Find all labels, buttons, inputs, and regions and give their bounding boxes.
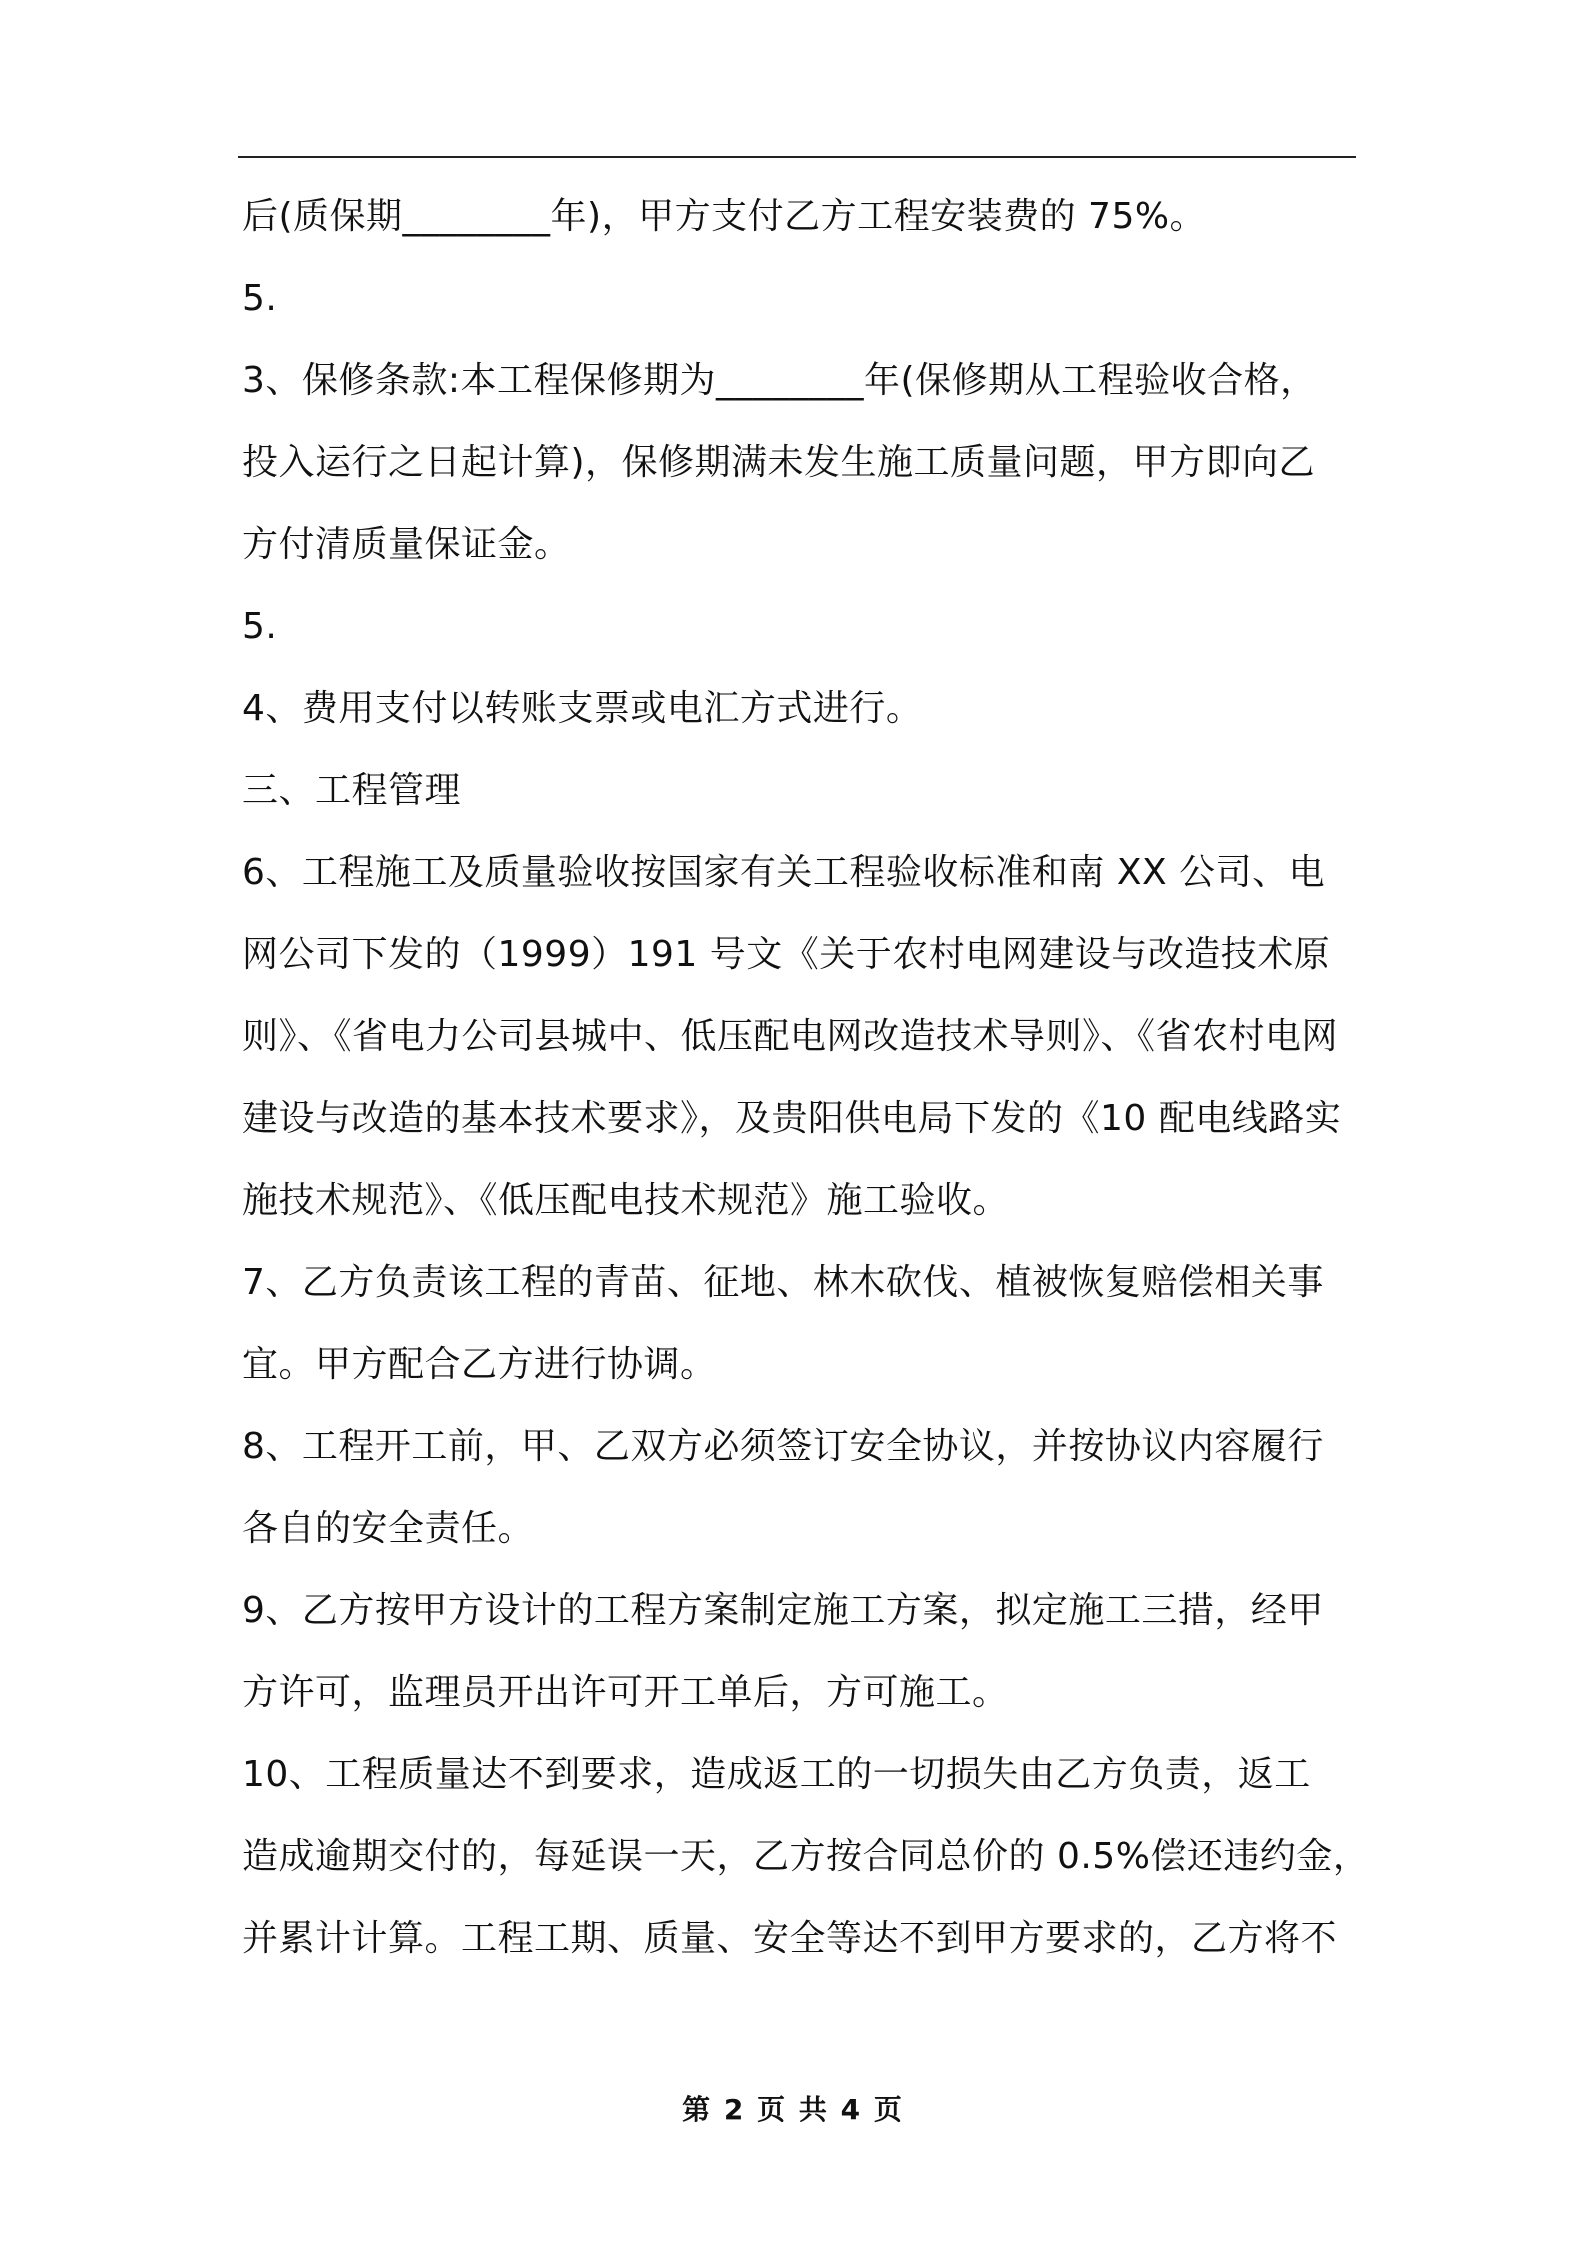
text-line: 7、乙方负责该工程的青苗、征地、林木砍伐、植被恢复赔偿相关事 [242,1262,1324,1303]
text-line: 方付清质量保证金。 [242,524,571,565]
text-line: 5. [242,278,278,319]
document-body [242,190,1370,1966]
text-line: 并累计计算。工程工期、质量、安全等达不到甲方要求的，乙方将不 [242,1918,1338,1959]
text-line: 方许可，监理员开出许可开工单后，方可施工。 [242,1672,1009,1713]
text-line: 4、费用支付以转账支票或电汇方式进行。 [242,688,923,729]
text-line: 3、保修条款:本工程保修期为________年(保修期从工程验收合格， [242,360,1317,401]
text-line: 则》、《省电力公司县城中、低压配电网改造技术导则》、《省农村电网 [242,1016,1339,1057]
text-line: 后(质保期________年)，甲方支付乙方工程安装费的 75%。 [242,196,1207,237]
header-rule [238,156,1356,158]
text-line: 施技术规范》、《低压配电技术规范》施工验收。 [242,1180,1010,1221]
text-line: 各自的安全责任。 [242,1508,535,1549]
text-line: 10、工程质量达不到要求，造成返工的一切损失由乙方负责，返工 [242,1754,1311,1795]
text-line: 网公司下发的（1999）191 号文《关于农村电网建设与改造技术原 [242,934,1331,975]
text-line: 9、乙方按甲方设计的工程方案制定施工方案，拟定施工三措，经甲 [242,1590,1324,1631]
text-line: 5. [242,606,278,647]
text-line: 6、工程施工及质量验收按国家有关工程验收标准和南 XX 公司、电 [242,852,1326,893]
text-line: 8、工程开工前，甲、乙双方必须签订安全协议，并按协议内容履行 [242,1426,1324,1467]
text-line: 投入运行之日起计算)，保修期满未发生施工质量问题，甲方即向乙 [242,442,1316,483]
page-number-footer: 第 2 页 共 4 页 [682,2093,904,2126]
section-heading: 三、工程管理 [242,770,462,811]
text-line: 宜。甲方配合乙方进行协调。 [242,1344,717,1385]
text-line: 建设与改造的基本技术要求》，及贵阳供电局下发的《10 配电线路实 [242,1098,1342,1139]
text-line: 造成逾期交付的，每延误一天，乙方按合同总价的 0.5%偿还违约金， [242,1836,1370,1877]
